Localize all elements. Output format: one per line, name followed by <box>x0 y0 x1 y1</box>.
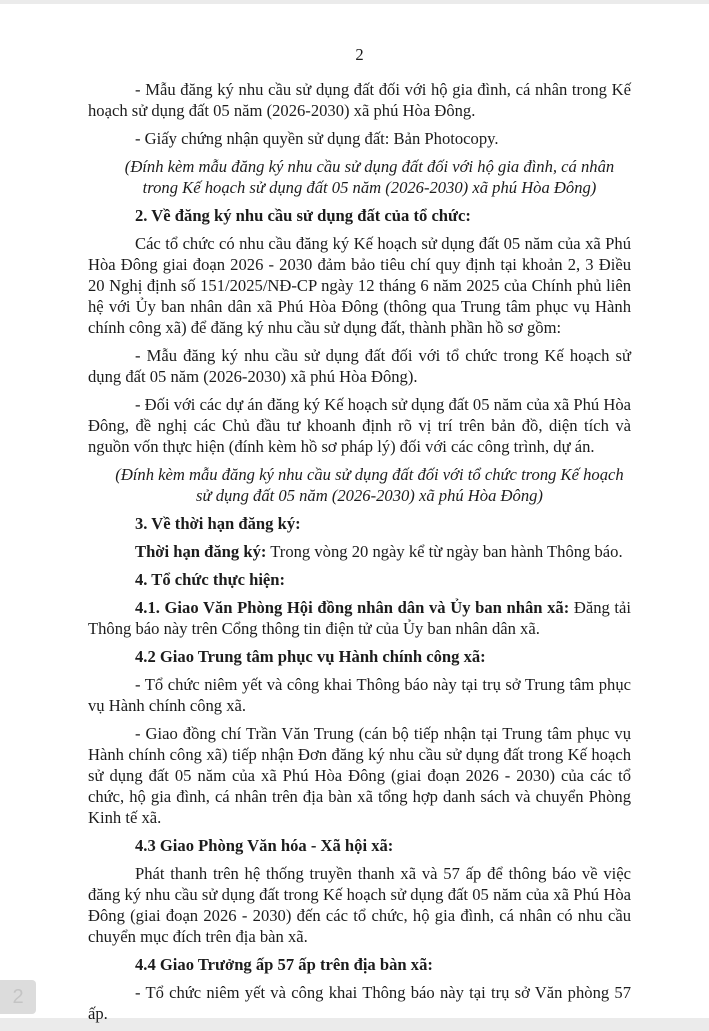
paragraph: - Mẫu đăng ký nhu cầu sử dụng đất đối với hộ gia đình, cá nhân trong Kế hoạch sử dụng đất 05 năm (2026-2030) xã phú Hòa Đông. <box>88 80 631 120</box>
paragraph: Các tổ chức có nhu cầu đăng ký Kế hoạch sử dụng đất 05 năm của xã Phú Hòa Đông giai đoạn 2026 - 2030 đảm bảo tiêu chí quy định tại khoản 2, 3 Điều 20 Nghị định số 151/2025/NĐ-CP ngày 12 tháng 6 năm 2025 của Chính phủ liên hệ với Ủy ban nhân dân xã Phú Hòa Đông (thông qua Trung tâm phục vụ Hành chính công xã) để đăng ký nhu cầu sử dụng đất, thành phần hồ sơ gồm: <box>88 234 631 337</box>
attachment-note: (Đính kèm mẫu đăng ký nhu cầu sử dụng đất đối với hộ gia đình, cá nhân trong Kế hoạch sử dụng đất 05 năm (2026-2030) xã phú Hòa Đông) <box>124 157 615 197</box>
page-indicator-badge[interactable]: 2 <box>0 980 36 1014</box>
subsection-heading: 4.1. Giao Văn Phòng Hội đồng nhân dân và Ủy ban nhân xã: <box>135 598 570 617</box>
paragraph: Phát thanh trên hệ thống truyền thanh xã và 57 ấp để thông báo về việc đăng ký nhu cầu sử dụng đất trong Kế hoạch sử dụng đất 05 năm của xã Phú Hòa Đông (giai đoạn 2026 - 2030) đến các tổ chức, hộ gia đình, cá nhân có nhu cầu chuyển mục đích trên địa bàn xã. <box>88 864 631 946</box>
subsection-heading: 4.2 Giao Trung tâm phục vụ Hành chính công xã: <box>135 647 486 666</box>
subsection-paragraph <box>88 597 631 639</box>
page-number: 2 <box>355 45 364 64</box>
deadline-label: Thời hạn đăng ký: <box>135 542 267 561</box>
paragraph: - Mẫu đăng ký nhu cầu sử dụng đất đối với tổ chức trong Kế hoạch sử dụng đất 05 năm (2026-2030) xã phú Hòa Đông). <box>88 346 631 386</box>
section-heading: 2. Về đăng ký nhu cầu sử dụng đất của tổ chức: <box>135 206 471 225</box>
paragraph: - Giao đồng chí Trần Văn Trung (cán bộ tiếp nhận tại Trung tâm phục vụ Hành chính công xã) tiếp nhận Đơn đăng ký nhu cầu sử dụng đất trong Kế hoạch sử dụng đất 05 năm của xã Phú Hòa Đông (giai đoạn 2026 - 2030) của các tổ chức, hộ gia đình, cá nhân trên địa bàn xã tổng hợp danh sách và chuyển Phòng Kinh tế xã. <box>88 724 631 827</box>
paragraph: - Giấy chứng nhận quyền sử dụng đất: Bản Photocopy. <box>135 129 499 148</box>
section-heading: 3. Về thời hạn đăng ký: <box>135 514 301 533</box>
subsection-text: Đăng tải Thông báo này trên Cổng thông tin điện tử của Ủy ban nhân dân xã. <box>88 598 631 638</box>
attachment-note: (Đính kèm mẫu đăng ký nhu cầu sử dụng đất đối với tổ chức trong Kế hoạch sử dụng đất 05 năm (2026-2030) xã phú Hòa Đông) <box>115 465 624 505</box>
subsection-heading: 4.4 Giao Trưởng ấp 57 ấp trên địa bàn xã: <box>135 955 433 974</box>
deadline-text: Trong vòng 20 ngày kể từ ngày ban hành Thông báo. <box>266 542 623 561</box>
paragraph: - Tổ chức niêm yết và công khai Thông báo này tại trụ sở Văn phòng 57 ấp. <box>88 983 631 1023</box>
subsection-heading: 4.3 Giao Phòng Văn hóa - Xã hội xã: <box>135 836 394 855</box>
deadline-paragraph <box>88 541 631 562</box>
document-page <box>0 4 709 1023</box>
paragraph: - Tổ chức niêm yết và công khai Thông báo này tại trụ sở Trung tâm phục vụ Hành chính công xã. <box>88 675 631 715</box>
paragraph: - Đối với các dự án đăng ký Kế hoạch sử dụng đất 05 năm của xã Phú Hòa Đông, đề nghị các Chủ đầu tư khoanh định rõ vị trí trên bản đồ, diện tích và nguồn vốn thực hiện (đính kèm hồ sơ pháp lý) đối với các công trình, dự án. <box>88 395 631 456</box>
section-heading: 4. Tổ chức thực hiện: <box>135 570 286 589</box>
document-body <box>88 44 631 1031</box>
